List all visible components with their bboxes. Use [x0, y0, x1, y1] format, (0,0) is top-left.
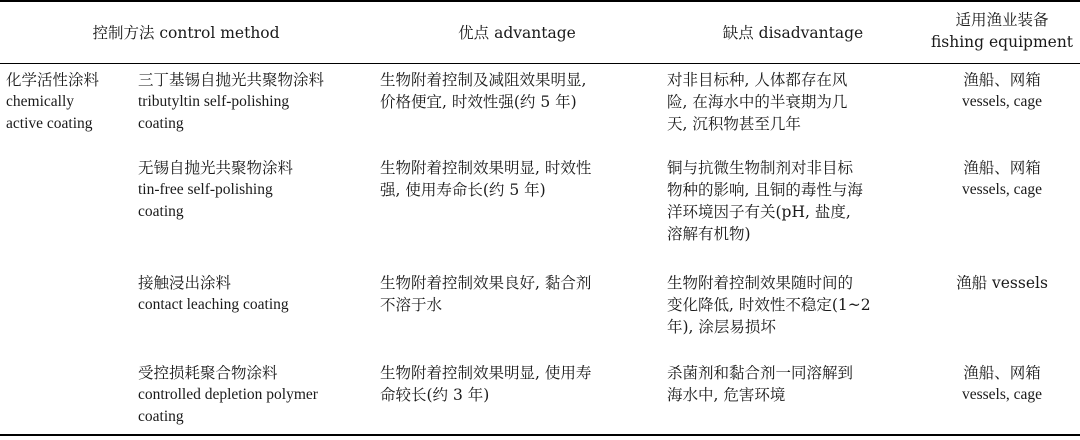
row-2-disadvantage: 铜与抗微生物制剂对非目标 物种的影响, 且铜的毒性与海 洋环境因子有关(pH, 盐度, 溶解有机物)	[667, 159, 863, 243]
row-2-advantage: 生物附着控制效果明显, 时效性 强, 使用寿命长(约 5 年)	[380, 159, 592, 199]
row-4-disadvantage: 杀菌剂和黏合剂一同溶解到 海水中, 危害环境	[667, 364, 854, 404]
row-2-method: 无锡自抛光共聚物涂料 tin-free self-polishing coating	[138, 159, 294, 220]
row-3-advantage: 生物附着控制效果良好, 黏合剂 不溶于水	[380, 274, 592, 314]
bottom-rule	[0, 434, 1080, 436]
row-4-equipment: 渔船、网箱 vessels, cage	[961, 364, 1043, 403]
top-rule	[0, 0, 1080, 2]
row-1-equipment: 渔船、网箱 vessels, cage	[961, 71, 1043, 110]
row-3-method: 接触浸出涂料 contact leaching coating	[138, 274, 289, 313]
row-4-method: 受控损耗聚合物涂料 controlled depletion polymer coating	[138, 364, 318, 425]
header-rule	[0, 63, 1080, 64]
category-label: 化学活性涂料 chemically active coating	[6, 71, 100, 132]
header-disadvantage: 缺点 disadvantage	[722, 24, 864, 42]
row-2-equipment: 渔船、网箱 vessels, cage	[961, 159, 1043, 198]
row-4-advantage: 生物附着控制效果明显, 使用寿 命较长(约 3 年)	[380, 364, 592, 404]
header-advantage: 优点 advantage	[458, 24, 576, 42]
row-3-equipment: 渔船 vessels	[956, 274, 1048, 292]
row-1-method: 三丁基锡自抛光共聚物涂料 tributyltin self-polishing coating	[138, 71, 325, 132]
row-1-advantage: 生物附着控制及减阻效果明显, 价格便宜, 时效性强(约 5 年)	[380, 71, 587, 111]
row-1-disadvantage: 对非目标种, 人体都存在风 险, 在海水中的半衰期为几 天, 沉积物甚至几年	[667, 71, 848, 133]
header-method: 控制方法 control method	[92, 24, 280, 42]
row-3-disadvantage: 生物附着控制效果随时间的 变化降低, 时效性不稳定(1~2 年), 涂层易损坏	[667, 274, 871, 336]
header-equipment: 适用渔业装备 fishing equipment	[930, 11, 1074, 51]
